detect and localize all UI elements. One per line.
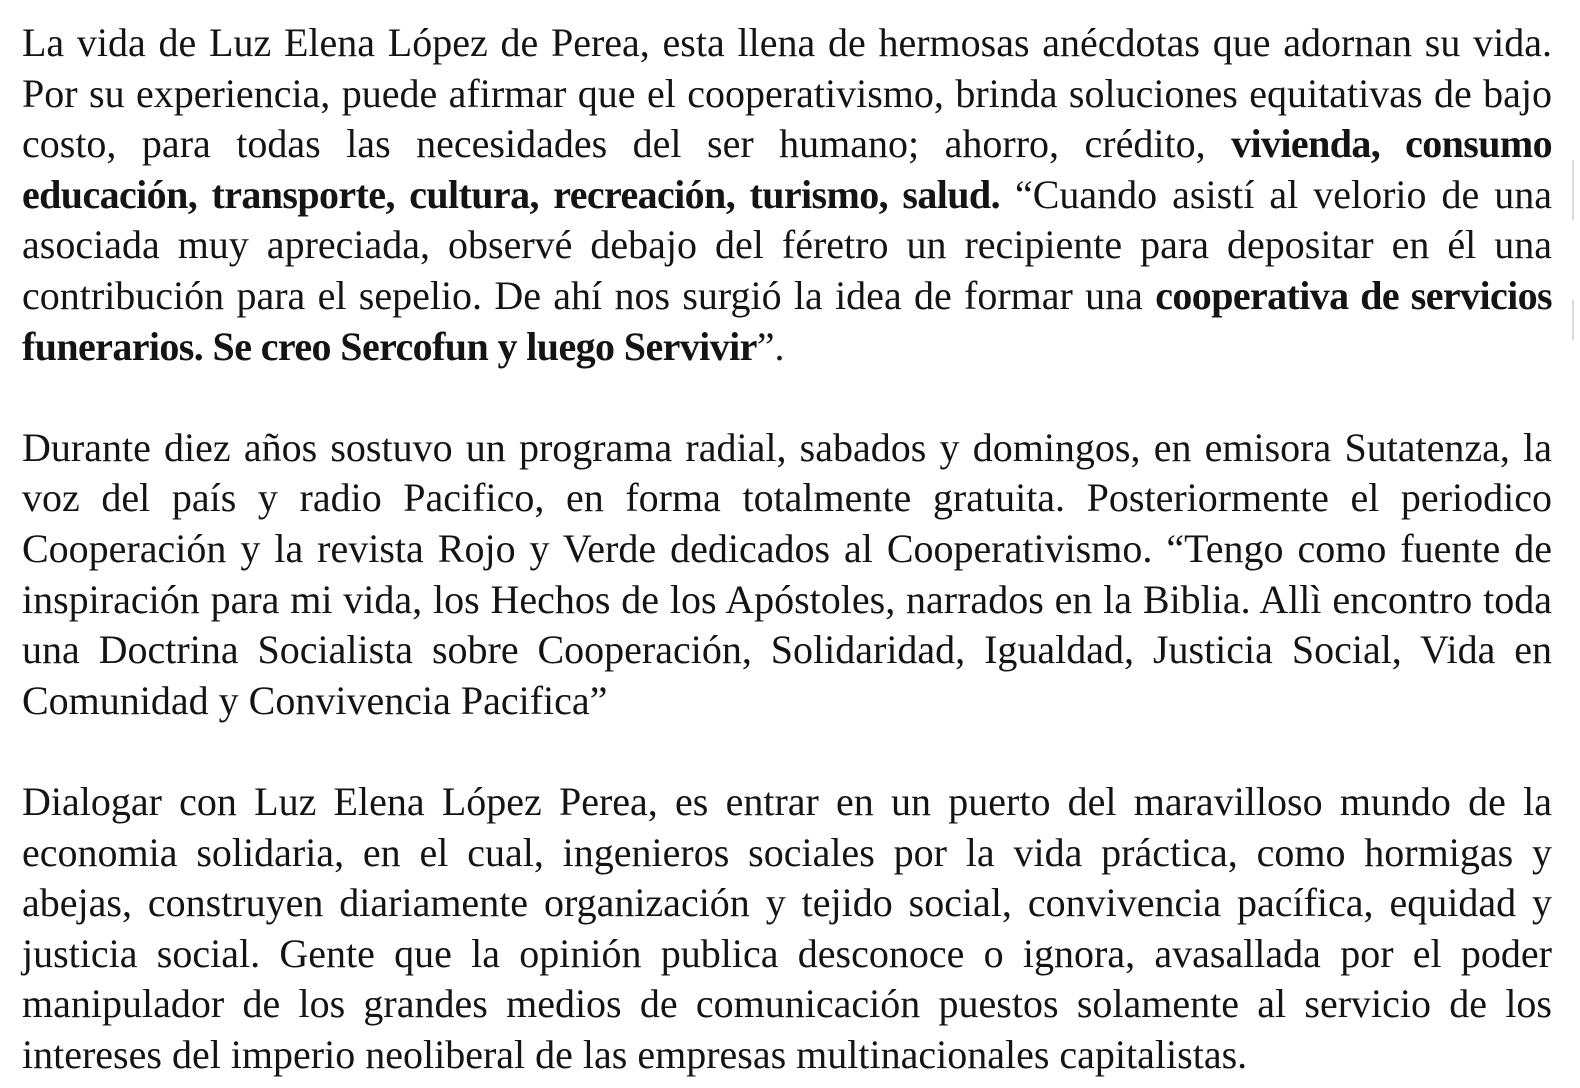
paragraph-1 — [22, 18, 1552, 372]
paragraph-1-bold-quote-end: cooperativa de servicios funerarios. Se creo Sercofun y luego Servivir — [22, 272, 1552, 369]
scan-edge-mark — [1572, 300, 1574, 340]
scan-edge-mark — [1572, 160, 1574, 220]
paragraph-1-text: La vida de Luz Elena López de Perea, esta llena de hermosas anécdotas que adornan su vida. Por su experiencia, puede afirmar que el cooperativismo, brinda soluciones equitativas de bajo costo, para todas las necesidades del ser humano; ahorro, crédito, — [22, 20, 1552, 167]
paragraph-1-closing: ”. — [756, 323, 785, 369]
paragraph-1-quote-text: “Cuando asistí al velorio de una asociada muy apreciada, observé debajo del féretro un recipiente para depositar en él una contribución para el sepelio. De ahí nos surgió la idea de formar una — [22, 171, 1552, 318]
paragraph-3 — [22, 777, 1552, 1081]
paragraph-2 — [22, 423, 1552, 727]
paragraph-2-text: Durante diez años sostuvo un programa radial, sabados y domingos, en emisora Sutatenza, la voz del país y radio Pacifico, en forma totalmente gratuita. Posteriormente el periodico Cooperación y la revista Rojo y Verde dedicados al Cooperativismo. “Tengo como fuente de inspiración para mi vida, los Hechos de los Apóstoles, narrados en la Biblia. Allì encontro toda una Doctrina Socialista sobre Cooperación, Solidaridad, Igualdad, Justicia Social, Vida en Comunidad y Convivencia Pacifica” — [22, 424, 1552, 723]
paragraph-3-text: Dialogar con Luz Elena López Perea, es entrar en un puerto del maravilloso mundo de la economia solidaria, en el cual, ingenieros sociales por la vida práctica, como hormigas y abejas, construyen diariamente organización y tejido social, convivencia pacífica, equidad y justicia social. Gente que la opinión publica desconoce o ignora, avasallada por el poder manipulador de los grandes medios de comunicación puestos solamente al servicio de los intereses del imperio neoliberal de las empresas multinacionales capitalistas. — [22, 778, 1552, 1077]
document-page — [22, 18, 1552, 1080]
paragraph-1-bold-text: vivienda, consumo educación, transporte, cultura, recreación, turismo, salud. — [22, 121, 1552, 217]
